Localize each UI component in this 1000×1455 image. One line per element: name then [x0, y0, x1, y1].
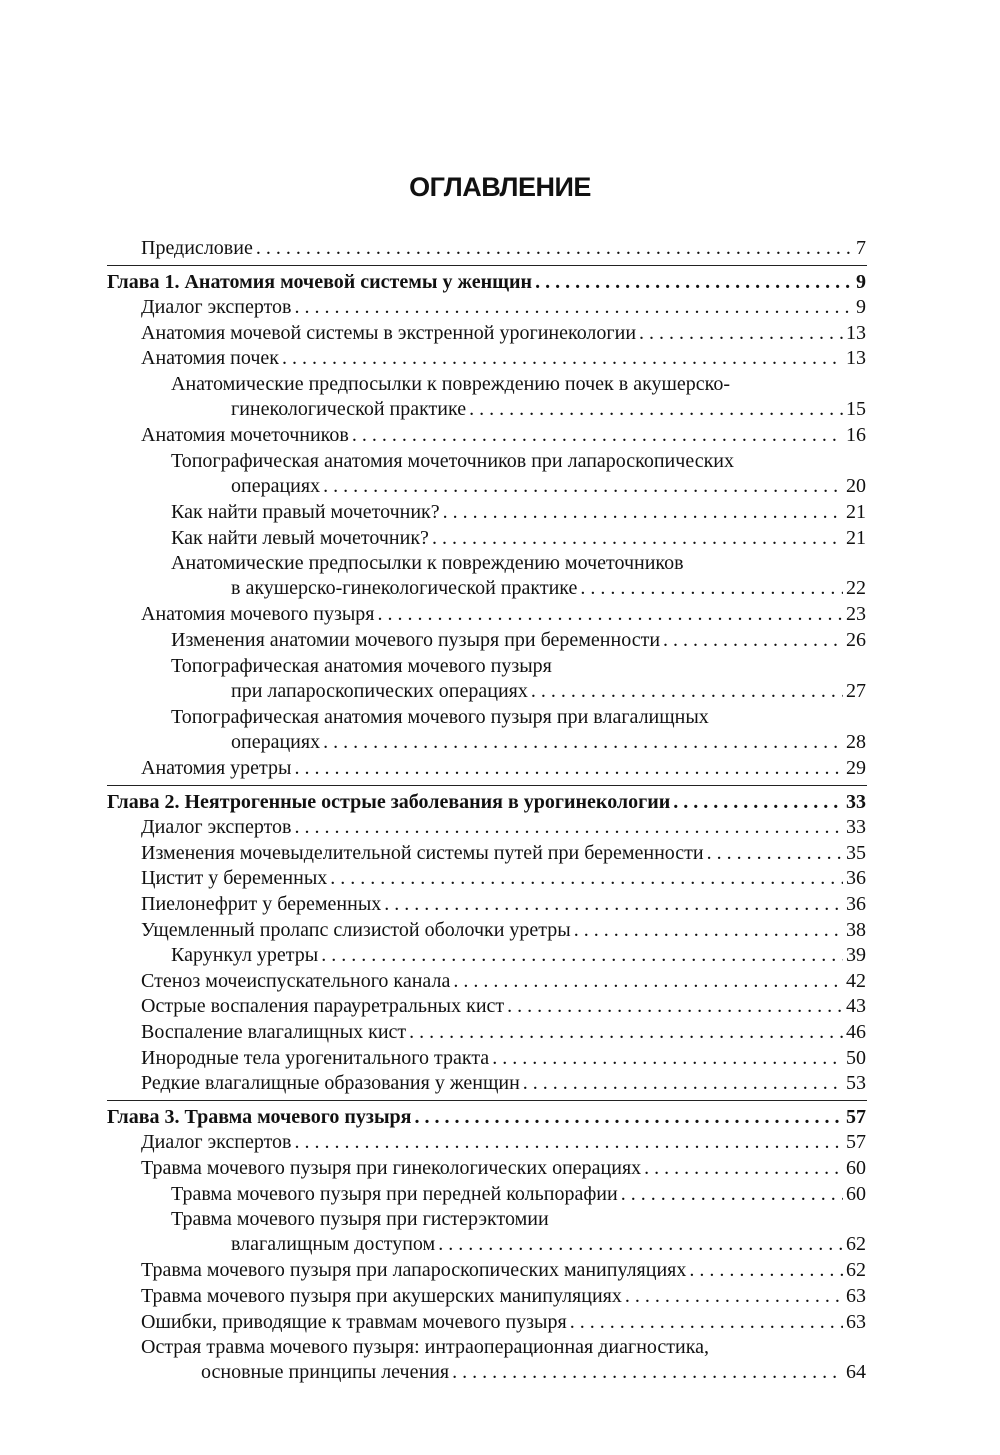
toc-entry[interactable]	[141, 423, 866, 448]
toc-entry[interactable]	[141, 994, 866, 1019]
leader-dots	[432, 526, 843, 551]
toc-label: Глава 2. Неятрогенные острые заболевания в урогинекологии	[107, 790, 671, 813]
toc-entry[interactable]	[141, 815, 866, 840]
toc-label: Травма мочевого пузыря при лапароскопических манипуляциях	[141, 1259, 687, 1282]
leader-dots	[663, 628, 843, 653]
toc-label: Воспаление влагалищных кист	[141, 1021, 407, 1043]
toc-page-number: 27	[846, 679, 866, 702]
toc-page-number: 60	[846, 1157, 866, 1179]
toc-label: Анатомия уретры	[141, 757, 292, 779]
leader-dots	[323, 730, 843, 755]
toc-entry[interactable]	[141, 1335, 866, 1385]
toc-label: Диалог экспертов	[141, 1131, 292, 1154]
toc-label: Стеноз мочеиспускательного канала	[141, 969, 451, 992]
toc-label: в акушерско-гинекологической практике	[231, 577, 578, 600]
toc-entry[interactable]	[141, 892, 866, 917]
toc-label: Травма мочевого пузыря при передней кольпорафии	[171, 1182, 618, 1205]
leader-dots	[452, 1360, 843, 1385]
toc-label: Как найти правый мочеточник?	[171, 501, 440, 523]
toc-entry[interactable]	[171, 449, 866, 499]
toc-label: Анатомия мочеточников	[141, 424, 349, 447]
leader-dots	[531, 679, 843, 704]
toc-page-number: 60	[846, 1182, 866, 1205]
toc-label: гинекологической практике	[231, 398, 467, 420]
toc-page-number: 20	[846, 474, 866, 497]
leader-dots	[507, 994, 843, 1019]
toc-label: влагалищным доступом	[231, 1233, 436, 1256]
toc-label: Анатомия почек	[141, 347, 279, 370]
leader-dots	[438, 1232, 843, 1257]
toc-label: Топографическая анатомия мочевого пузыря при влагалищных	[171, 705, 709, 728]
toc-entry[interactable]	[171, 1207, 866, 1257]
toc-page-number: 42	[846, 969, 866, 992]
toc-page-number: 21	[846, 501, 866, 523]
toc-entry[interactable]	[141, 1156, 866, 1181]
toc-page-number: 23	[846, 603, 866, 626]
toc-label: Травма мочевого пузыря при гистерэктомии	[171, 1208, 549, 1231]
toc-label: Анатомические предпосылки к повреждению почек в акушерско-	[171, 373, 731, 395]
toc-label: Пиелонефрит у беременных	[141, 893, 382, 915]
leader-dots	[443, 500, 843, 525]
leader-dots	[295, 1130, 844, 1155]
toc-entry[interactable]	[141, 866, 866, 891]
toc-page-number: 57	[846, 1105, 866, 1128]
leader-dots	[639, 321, 843, 346]
toc-entry[interactable]	[141, 1310, 866, 1335]
leader-dots	[707, 841, 843, 866]
toc-label: Острая травма мочевого пузыря: интраоперационная диагностика,	[141, 1336, 710, 1359]
leader-dots	[294, 756, 843, 781]
toc-page-number: 62	[846, 1233, 866, 1256]
leader-dots	[282, 346, 843, 371]
leader-dots	[644, 1156, 843, 1181]
leader-dots	[352, 423, 843, 448]
toc-entry[interactable]	[171, 1182, 866, 1207]
leader-dots	[574, 918, 843, 943]
leader-dots	[321, 943, 843, 968]
toc-entry[interactable]	[141, 1258, 866, 1283]
toc-page-number: 64	[846, 1361, 866, 1384]
toc-label: Травма мочевого пузыря при гинекологических операциях	[141, 1157, 642, 1179]
toc-page-number: 46	[846, 1021, 866, 1043]
toc-page-number: 28	[846, 730, 866, 753]
toc-chapter[interactable]	[107, 270, 866, 295]
toc-label: Инородные тела урогенитального тракта	[141, 1046, 490, 1069]
toc-label: Диалог экспертов	[141, 296, 292, 319]
toc-page-number: 43	[846, 995, 866, 1018]
leader-dots	[689, 1258, 843, 1283]
toc-page-number: 35	[846, 841, 866, 864]
toc-page-number: 50	[846, 1046, 866, 1069]
toc-entry[interactable]	[171, 654, 866, 704]
leader-dots	[673, 790, 843, 815]
leader-dots	[469, 397, 843, 422]
chapter-separator	[107, 265, 867, 266]
toc-page-number: 36	[846, 893, 866, 915]
toc-label: операциях	[231, 474, 321, 497]
toc-label: Диалог экспертов	[141, 816, 292, 839]
toc-label: операциях	[231, 730, 321, 753]
toc-label: Ошибки, приводящие к травмам мочевого пузыря	[141, 1310, 567, 1333]
leader-dots	[295, 295, 854, 320]
toc-page-number: 29	[846, 757, 866, 779]
chapter-separator	[107, 1100, 867, 1101]
toc-label: Острые воспаления парауретральных кист	[141, 995, 505, 1018]
toc-entry[interactable]	[171, 551, 866, 601]
toc-label: Цистит у беременных	[141, 867, 328, 890]
toc-label: Редкие влагалищные образования у женщин	[141, 1072, 520, 1095]
toc-page-number: 38	[846, 918, 866, 941]
toc-page-number: 15	[846, 398, 866, 420]
toc-label: Анатомические предпосылки к повреждению мочеточников	[171, 552, 684, 575]
leader-dots	[570, 1310, 843, 1335]
leader-dots	[535, 270, 853, 295]
leader-dots	[453, 969, 843, 994]
toc-entry[interactable]	[141, 969, 866, 994]
toc-entry[interactable]	[141, 321, 866, 346]
toc-page-number: 13	[846, 347, 866, 370]
toc-page-number: 57	[846, 1131, 866, 1154]
toc-page-number: 33	[846, 816, 866, 839]
toc-entry[interactable]	[141, 1020, 866, 1045]
leader-dots	[580, 576, 843, 601]
toc-label: Глава 1. Анатомия мочевой системы у женщин	[107, 270, 533, 293]
toc-label: Изменения анатомии мочевого пузыря при беременности	[171, 629, 661, 651]
toc-page-number: 21	[846, 526, 866, 549]
toc-label: Карункул уретры	[171, 944, 319, 967]
leader-dots	[384, 892, 843, 917]
toc-chapter[interactable]	[107, 1105, 866, 1130]
chapter-separator	[107, 785, 867, 786]
leader-dots	[378, 602, 844, 627]
toc-page-number: 36	[846, 867, 866, 890]
toc-label: Топографическая анатомия мочеточников при лапароскопических	[171, 449, 734, 472]
toc-page-number: 63	[846, 1285, 866, 1307]
toc-page-number: 63	[846, 1310, 866, 1333]
toc-entry[interactable]	[141, 346, 866, 371]
leader-dots	[256, 236, 853, 261]
toc-page-number: 62	[846, 1259, 866, 1282]
toc-label: Ущемленный пролапс слизистой оболочки уретры	[141, 918, 571, 941]
leader-dots	[523, 1071, 843, 1096]
toc-label: Глава 3. Травма мочевого пузыря	[107, 1105, 412, 1128]
toc-page-number: 9	[856, 270, 866, 293]
leader-dots	[415, 1105, 843, 1130]
toc-label: основные принципы лечения	[201, 1361, 450, 1384]
toc-page-number: 22	[846, 577, 866, 600]
toc-entry[interactable]	[141, 918, 866, 943]
toc-page-number: 26	[846, 629, 866, 651]
toc-entry[interactable]	[141, 1284, 866, 1309]
leader-dots	[295, 815, 844, 840]
toc-entry[interactable]	[171, 526, 866, 551]
toc-label: Изменения мочевыделительной системы путей при беременности	[141, 841, 704, 864]
leader-dots	[323, 474, 843, 499]
toc-entry[interactable]	[171, 372, 866, 422]
leader-dots	[409, 1020, 843, 1045]
toc-entry[interactable]	[141, 1071, 866, 1096]
leader-dots	[330, 866, 843, 891]
toc-label: Анатомия мочевой системы в экстренной урогинекологии	[141, 321, 637, 344]
toc-label: Как найти левый мочеточник?	[171, 526, 429, 549]
toc-entry[interactable]	[141, 602, 866, 627]
toc-page-number: 53	[846, 1072, 866, 1095]
toc-page-number: 13	[846, 321, 866, 344]
toc-page-number: 9	[856, 296, 866, 319]
toc-page-number: 16	[846, 424, 866, 447]
leader-dots	[492, 1046, 843, 1071]
toc-chapter[interactable]	[107, 790, 866, 815]
toc-label: Травма мочевого пузыря при акушерских манипуляциях	[141, 1285, 622, 1307]
toc-page-number: 33	[846, 790, 866, 813]
toc-entry[interactable]	[141, 295, 866, 320]
toc-entry[interactable]	[141, 841, 866, 866]
toc-entry[interactable]	[141, 1046, 866, 1071]
toc-entry[interactable]	[171, 628, 866, 653]
toc-page-number: 7	[856, 237, 866, 259]
leader-dots	[621, 1182, 843, 1207]
page-title: ОГЛАВЛЕНИЕ	[409, 172, 591, 202]
toc-entry[interactable]	[141, 236, 866, 261]
toc-entry[interactable]	[171, 500, 866, 525]
toc-page-number: 39	[846, 944, 866, 967]
toc-label: при лапароскопических операциях	[231, 679, 528, 702]
toc-label: Анатомия мочевого пузыря	[141, 603, 375, 626]
toc-entry[interactable]	[141, 1130, 866, 1155]
leader-dots	[625, 1284, 843, 1309]
toc-entry[interactable]	[141, 756, 866, 781]
toc-entry[interactable]	[171, 943, 866, 968]
toc-label: Топографическая анатомия мочевого пузыря	[171, 654, 552, 677]
toc-label: Предисловие	[141, 237, 253, 259]
toc-entry[interactable]	[171, 705, 866, 755]
